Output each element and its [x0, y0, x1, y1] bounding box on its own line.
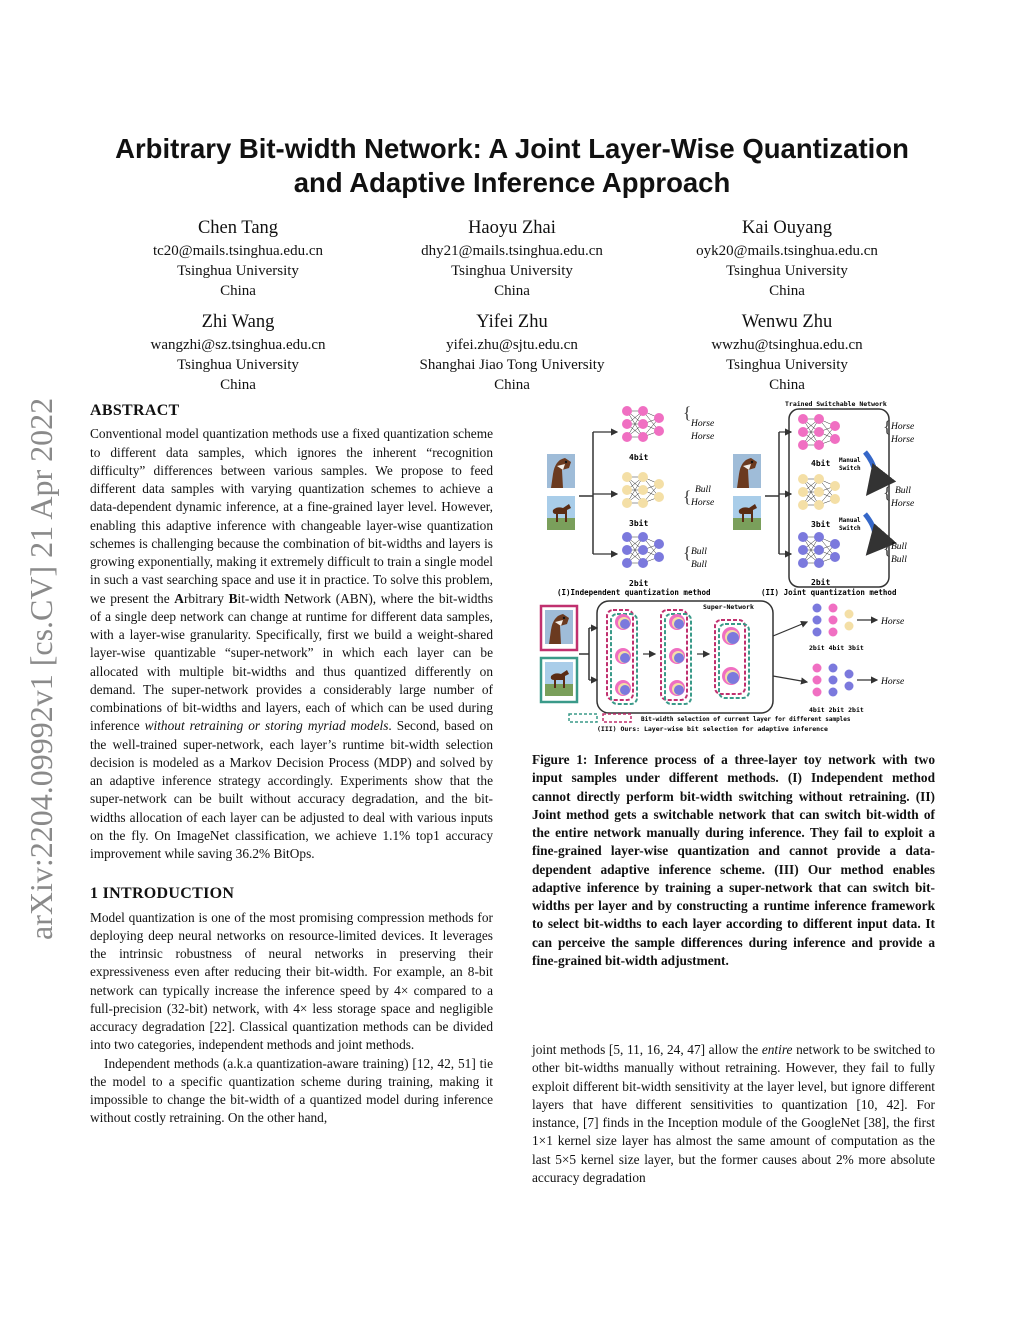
figure-caption: Figure 1: Inference process of a three-layer toy network with two input samples under different methods. (I) Independent method cannot directly perform bit-width switching without retraining. (II) Joint method gets a switchable network that can switch bit-width of the entire network manually during inference. They fail to exploit a fine-grained layer-wise quantization and cannot provide a data-dependent adaptive inference scheme. (III) Our method enables adaptive inference by training a super-network that can switch bit-widths per layer and by constructing a runtime inference framework to select bit-widths to each layer according to different input data. It can perceive the sample differences during inference and provide a fine-grained bit-width adjustment. [532, 752, 935, 968]
prediction-label: Bull [695, 485, 711, 495]
author-name: Chen Tang [197, 218, 279, 238]
left-column [90, 402, 493, 1128]
adaptive-net-top [813, 604, 854, 637]
author-email: dhy21@mails.tsinghua.edu.cn [421, 243, 603, 259]
panel-label-independent: (I)Independent quantization method [557, 588, 711, 597]
body-paragraph: joint methods [5, 11, 16, 24, 47] allow the entire network to be switched to other bit-widths manually without retraining. However, they fail to fully exploit different bit-width sensitivity at the layer level, but ignore different layers that have different sensitivities to quantization [10, 42]. For instance, [7] finds in the Inception module of the GoogleNet [38], the first 1×1 kernel size layer has almost the same amount of computation as the last 5×5 kernel size layer, but the former causes about 2% more absolute accuracy degradation [532, 1042, 935, 1185]
author-block [362, 216, 662, 301]
super-network-layer-3 [715, 620, 749, 698]
author-name: Yifei Zhu [476, 312, 548, 332]
prediction-label: Bull [895, 486, 911, 496]
manual-switch-label: Switch [839, 525, 861, 532]
legend-label: Bit-width selection of current layer for different samples [641, 716, 851, 723]
svg-text:{: { [883, 483, 892, 502]
abstract-heading: ABSTRACT [90, 402, 180, 419]
prediction-label: Bull [891, 542, 907, 552]
author-affiliation: Shanghai Jiao Tong University [419, 357, 605, 373]
author-name: Zhi Wang [201, 312, 275, 332]
author-block [637, 216, 937, 301]
super-network-label: Super-Network [703, 603, 754, 611]
author-country: China [220, 377, 256, 393]
super-network-layer-2 [661, 610, 691, 704]
prediction-label: Horse [891, 499, 915, 509]
author-block [362, 310, 662, 395]
manual-switch-label: Manual [839, 457, 861, 464]
prediction-label: Horse [881, 617, 905, 627]
author-name: Wenwu Zhu [741, 312, 833, 332]
adaptive-net-bottom [813, 664, 854, 697]
switch-arrow-icon [865, 514, 875, 552]
svg-text:{: { [683, 403, 692, 422]
prediction-label: Horse [691, 432, 715, 442]
svg-text:{: { [683, 487, 692, 506]
figure-1 [535, 396, 939, 738]
trained-switchable-label: Trained Switchable Network [785, 400, 887, 408]
author-name: Kai Ouyang [742, 218, 832, 238]
arxiv-stamp-text: arXiv:2204.09992v1 [cs.CV] 21 Apr 2022 [23, 397, 59, 940]
arxiv-stamp [22, 340, 62, 960]
svg-text:{: { [883, 539, 892, 558]
panel-label-ours: (III) Ours: Layer-wise bit selection for adaptive inference [597, 725, 828, 733]
prediction-label: Horse [881, 677, 905, 687]
svg-text:{: { [883, 417, 892, 436]
author-block [88, 310, 388, 395]
label-2bit: 2bit [811, 578, 831, 587]
manual-switch-label: Manual [839, 517, 861, 524]
author-email: tc20@mails.tsinghua.edu.cn [152, 243, 324, 259]
panel-independent [547, 403, 714, 597]
label-3bit: 3bit [811, 520, 831, 529]
author-email: yifei.zhu@sjtu.edu.cn [446, 337, 578, 353]
author-country: China [769, 377, 805, 393]
prediction-label: Bull [691, 560, 707, 570]
author-affiliation: Tsinghua University [726, 357, 848, 373]
paper-title [80, 132, 944, 200]
author-affiliation: Tsinghua University [451, 263, 573, 279]
bit-sequence-label: 2bit 4bit 3bit [809, 644, 864, 652]
panel-joint [733, 400, 914, 597]
abstract-text: Conventional model quantization methods use a fixed quantization scheme to different data samples, which ignores the inherent “recognition difficulty” differences between various samples. We propose to feed different data samples with varying quantization schemes to achieve a data-dependent dynamic inference, at a fine-grained layer level. However, enabling this adaptive inference with changeable layer-wise quantization schemes is challenging because the combination of bit-widths and layers is growing exponentially, making it extremely difficult to train a single model in such a vast searching space and use it in practice. To solve this problem, we present the Arbitrary Bit-width Network (ABN), where the bit-widths of a single deep network can change at runtime for different data samples, with a layer-wise granularity. Specifically, first we build a weight-shared layer-wise quantizable “super-network” in which each layer can be allocated with multiple bit-widths and thus quantized differently on demand. The super-network provides a considerably large number of combinations of bit-widths and layers, each of which can be used during inference without retraining or storing myriad models. Second, based on the well-trained super-network, each layer’s runtime bit-width selection decision is modeled as a Markov Decision Process (MDP) and solved by an adaptive inference strategy accordingly. Experiments show that the super-network can be built without accuracy degradation, and the bit-widths allocation of each layer can be adjusted to deal with various inputs on the fly. On ImageNet classification, we achieve 1.1% top1 accuracy improvement while saving 36.2% BitOps. [90, 426, 494, 861]
prediction-label: Bull [691, 547, 707, 557]
prediction-label: Horse [891, 422, 915, 432]
prediction-label: Horse [691, 419, 715, 429]
intro-paragraph: Model quantization is one of the most promising compression methods for deploying deep neural networks on resource-limited devices. It leverages the intrinsic robustness of neural networks in preserving their expressiveness even after reducing their bit-width. For example, an 8-bit network can typically increase the inference speed by 4× compared to a full-precision (32-bit) network, with 4× less storage space and negligible accuracy degradation [22]. Classical quantization methods can be divided into two categories, independent methods and joint methods. [90, 909, 493, 1053]
panel-ours [541, 601, 904, 733]
author-affiliation: Tsinghua University [726, 263, 848, 279]
switch-arrow-icon [865, 452, 875, 492]
author-country: China [769, 283, 805, 299]
prediction-label: Bull [891, 555, 907, 565]
label-3bit: 3bit [629, 519, 649, 528]
author-country: China [494, 377, 530, 393]
super-network-layer-1 [607, 610, 637, 704]
author-email: wangzhi@sz.tsinghua.edu.cn [150, 337, 326, 353]
author-email: oyk20@mails.tsinghua.edu.cn [696, 243, 878, 259]
author-block [88, 216, 388, 301]
author-affiliation: Tsinghua University [177, 263, 299, 279]
panel-label-joint: (II) Joint quantization method [761, 588, 897, 597]
author-email: wwzhu@tsinghua.edu.cn [711, 337, 863, 353]
author-country: China [220, 283, 256, 299]
introduction-heading: 1 INTRODUCTION [90, 885, 235, 903]
prediction-label: Horse [891, 435, 915, 445]
intro-paragraph: Independent methods (a.k.a quantization-aware training) [12, 42, 51] tie the model to a specific quantization scheme during training, making it impossible to change the bit-width of a quantized model during inference without costly retraining. On the other hand, [90, 1055, 493, 1126]
label-2bit: 2bit [629, 579, 649, 588]
manual-switch-label: Switch [839, 465, 861, 472]
author-affiliation: Tsinghua University [177, 357, 299, 373]
bit-sequence-label: 4bit 2bit 2bit [809, 706, 864, 714]
title-line-2: and Adaptive Inference Approach [293, 167, 731, 198]
author-country: China [494, 283, 530, 299]
title-line-1: Arbitrary Bit-width Network: A Joint Layer-Wise Quantization [115, 133, 909, 164]
svg-text:{: { [683, 543, 692, 562]
author-name: Haoyu Zhai [468, 218, 556, 238]
label-4bit: 4bit [811, 459, 831, 468]
author-block [637, 310, 937, 395]
prediction-label: Horse [691, 498, 715, 508]
right-column [532, 1041, 935, 1187]
label-4bit: 4bit [629, 453, 649, 462]
